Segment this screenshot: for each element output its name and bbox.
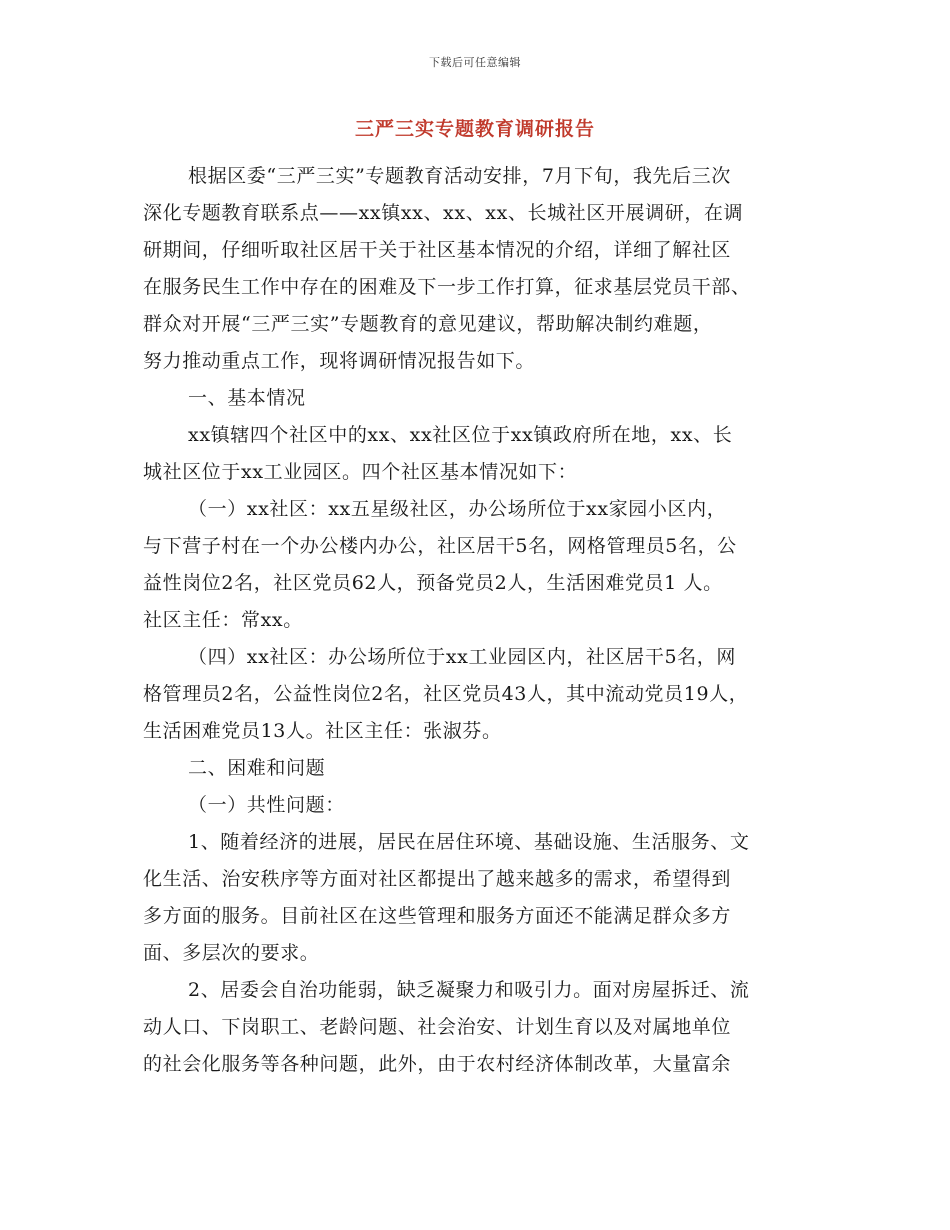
text-line: （一）xx社区：xx五星级社区，办公场所位于xx家园小区内， [188,498,727,520]
text-line: 益性岗位2名，社区党员62人，预备党员2人，生活困难党员1 人。 [143,572,723,594]
text-line: 与下营子村在一个办公楼内办公，社区居干5名，网格管理员5名，公 [143,535,737,557]
text-line: 2、居委会自治功能弱，缺乏凝聚力和吸引力。面对房屋拆迁、流 [188,979,750,1001]
text-line: 研期间，仔细听取社区居干关于社区基本情况的介绍，详细了解社区 [143,239,732,261]
text-line: 群众对开展“三严三实”专题教育的意见建议，帮助解决制约难题， [143,313,713,335]
text-line: 在服务民生工作中存在的困难及下一步工作打算，征求基层党员干部、 [143,276,751,298]
text-line: 社区主任：常xx。 [143,609,303,631]
text-line: 1、随着经济的进展，居民在居住环境、基础设施、生活服务、文 [188,831,750,853]
text-line: 动人口、下岗职工、老龄问题、社会治安、计划生育以及对属地单位 [143,1016,732,1038]
document-title: 三严三实专题教育调研报告 [354,118,595,140]
text-line: 多方面的服务。目前社区在这些管理和服务方面还不能满足群众多方 [143,905,732,927]
text-line: 城社区位于xx工业园区。四个社区基本情况如下： [143,461,578,483]
text-line: 二、困难和问题 [188,757,326,779]
header-note: 下载后可任意编辑 [429,56,521,69]
text-line: 面、多层次的要求。 [143,942,320,964]
text-line: 一、基本情况 [188,387,306,409]
text-line: 根据区委“三严三实”专题教育活动安排，7月下旬，我先后三次 [188,165,731,187]
text-line: 深化专题教育联系点——xx镇xx、xx、xx、长城社区开展调研，在调 [143,202,744,224]
text-line: 化生活、治安秩序等方面对社区都提出了越来越多的需求，希望得到 [143,868,732,890]
text-line: （一）共性问题： [188,794,345,816]
text-line: （四）xx社区：办公场所位于xx工业园区内，社区居干5名，网 [188,646,736,668]
text-line: 努力推动重点工作，现将调研情况报告如下。 [143,350,536,372]
text-line: 的社会化服务等各种问题，此外，由于农村经济体制改革，大量富余 [143,1053,732,1075]
text-line: 生活困难党员13人。社区主任：张淑芬。 [143,720,502,742]
text-line: 格管理员2名，公益性岗位2名，社区党员43人，其中流动党员19人， [143,683,749,705]
text-line: xx镇辖四个社区中的xx、xx社区位于xx镇政府所在地，xx、长 [188,424,733,446]
document-body [143,158,823,1083]
